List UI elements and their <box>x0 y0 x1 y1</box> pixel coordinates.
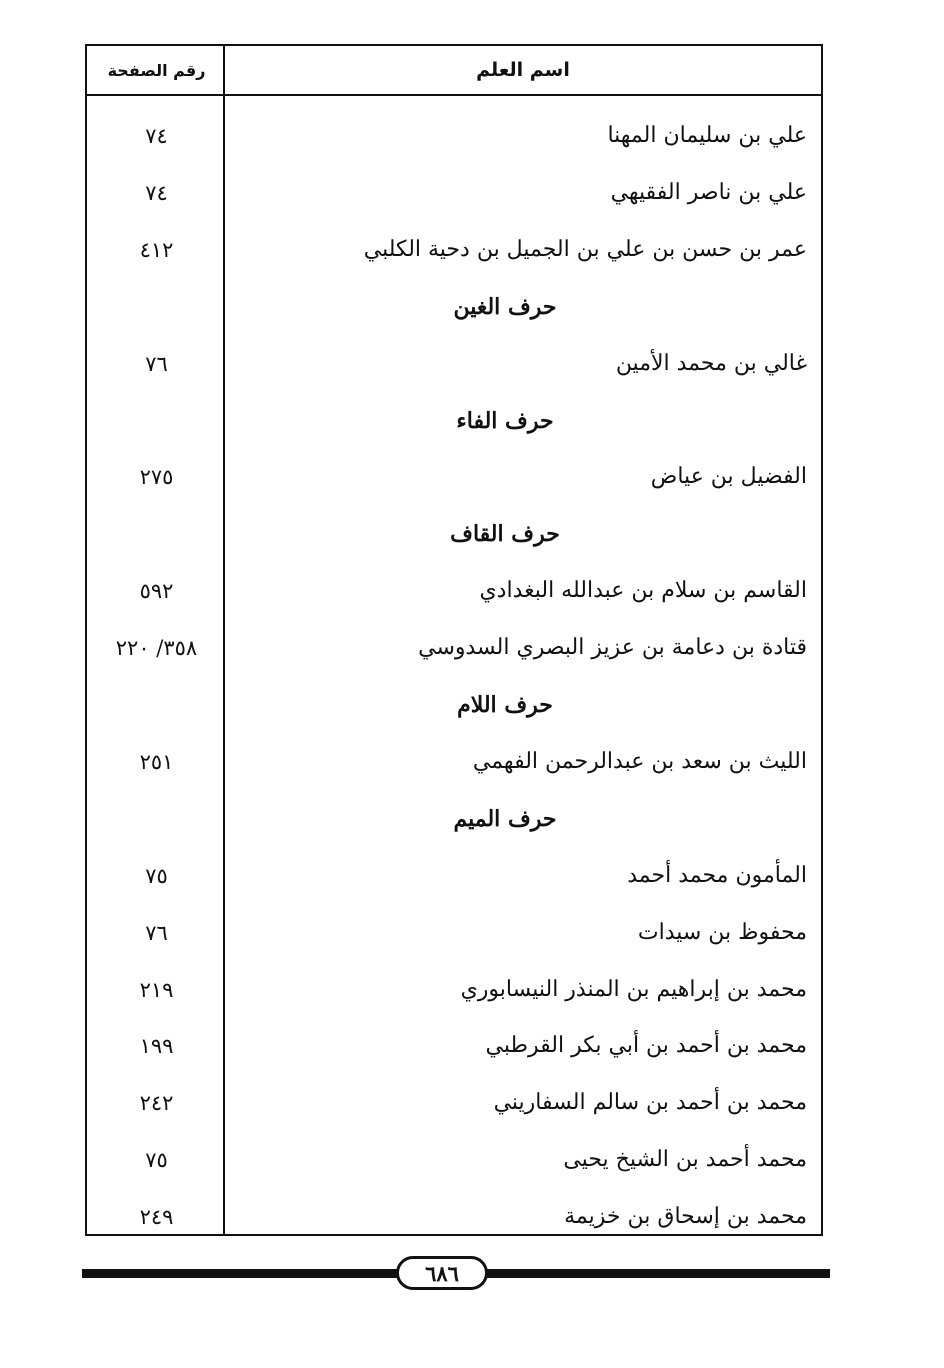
index-entry-row <box>87 569 821 613</box>
index-entry-row <box>87 740 821 784</box>
entry-name: علي بن ناصر الفقيهي <box>610 179 807 205</box>
section-heading-row <box>87 399 821 443</box>
entry-page-number: ٧٦ <box>145 351 168 376</box>
page-number-badge <box>396 1256 488 1290</box>
entry-name: محمد بن إبراهيم بن المنذر النيسابوري <box>460 976 807 1002</box>
index-entry-row <box>87 455 821 499</box>
index-entry-row <box>87 1024 821 1068</box>
entry-name: قتادة بن دعامة بن عزيز البصري السدوسي <box>418 635 807 661</box>
entry-name: علي بن سليمان المهنا <box>607 123 807 148</box>
section-heading: حرف الفاء <box>456 407 554 434</box>
index-entry-row <box>87 1195 821 1239</box>
index-entry-row <box>87 1138 821 1182</box>
section-heading-row <box>87 683 821 727</box>
entry-page-number: ٤١٢ <box>139 237 174 262</box>
index-entry-row <box>87 911 821 955</box>
entry-page-number: ٢٤٢ <box>139 1091 174 1116</box>
index-entry-row <box>87 171 821 215</box>
entry-name: عمر بن حسن بن علي بن الجميل بن دحية الكلبي <box>363 236 807 262</box>
entry-page-number: ٧٤ <box>145 180 168 205</box>
entry-page-number: ٢٤٩ <box>139 1205 174 1230</box>
section-heading: حرف الغين <box>453 293 557 320</box>
section-heading: حرف الميم <box>453 805 557 832</box>
entry-page-number: ٧٦ <box>145 920 168 945</box>
entry-page-number: ٥٩٢ <box>139 579 174 604</box>
entry-name: غالي بن محمد الأمين <box>615 350 807 376</box>
entry-name: المأمون محمد أحمد <box>627 862 807 888</box>
page-number: ٦٨٦ <box>425 1260 459 1286</box>
entry-name: محفوظ بن سيدات <box>637 919 807 945</box>
entry-page-number: ٢٧٥ <box>139 465 174 490</box>
entry-page-number: ٧٤ <box>145 124 168 148</box>
entry-name: محمد بن أحمد بن أبي بكر القرطبي <box>485 1033 807 1059</box>
index-table <box>85 44 823 1236</box>
page-column-header: رقم الصفحة <box>107 60 206 80</box>
entry-name: الفضيل بن عياض <box>650 464 807 490</box>
index-entry-row <box>87 626 821 670</box>
entry-page-number: ٧٥ <box>145 863 168 888</box>
entry-name: محمد بن إسحاق بن خزيمة <box>564 1204 807 1230</box>
name-column-header: اسم العلم <box>476 59 570 81</box>
index-entry-row <box>87 968 821 1012</box>
entry-name: الليث بن سعد بن عبدالرحمن الفهمي <box>472 748 807 774</box>
index-entry-row <box>87 228 821 272</box>
section-heading: حرف اللام <box>457 692 553 718</box>
table-header <box>87 46 821 96</box>
entry-page-number: ٢٥١ <box>139 749 174 774</box>
entry-page-number: ٢١٩ <box>139 977 174 1002</box>
section-heading-row <box>87 797 821 841</box>
entry-page-number: ٣٥٨/ ٢٢٠ <box>115 636 198 661</box>
index-entry-row <box>87 114 821 158</box>
section-heading-row <box>87 285 821 329</box>
entry-name: محمد بن أحمد بن سالم السفاريني <box>493 1090 807 1116</box>
entry-name: القاسم بن سلام بن عبدالله البغدادي <box>479 578 807 604</box>
entry-page-number: ١٩٩ <box>139 1034 174 1059</box>
index-entry-row <box>87 854 821 898</box>
section-heading-row <box>87 512 821 556</box>
entry-page-number: ٧٥ <box>145 1148 168 1173</box>
index-entry-row <box>87 342 821 386</box>
section-heading: حرف القاف <box>450 521 560 548</box>
index-entry-row <box>87 1081 821 1125</box>
entry-name: محمد أحمد بن الشيخ يحيى <box>563 1147 807 1173</box>
